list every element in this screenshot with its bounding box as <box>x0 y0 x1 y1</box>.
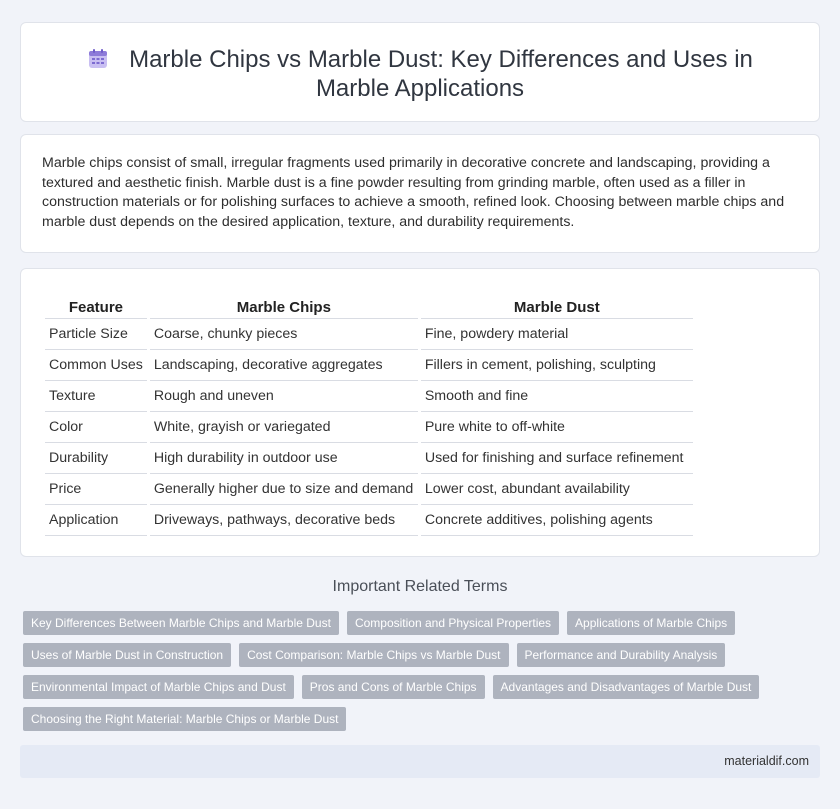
cell-dust: Used for finishing and surface refinement <box>421 443 693 474</box>
comparison-table <box>42 295 696 536</box>
table-row <box>45 505 693 536</box>
related-term-tag[interactable]: Performance and Durability Analysis <box>517 643 726 667</box>
cell-dust: Fine, powdery material <box>421 319 693 350</box>
related-term-tag[interactable]: Choosing the Right Material: Marble Chips or Marble Dust <box>23 707 346 731</box>
header-feature: Feature <box>45 295 147 319</box>
table-row <box>45 381 693 412</box>
cell-dust: Fillers in cement, polishing, sculpting <box>421 350 693 381</box>
cell-dust: Smooth and fine <box>421 381 693 412</box>
cell-dust: Pure white to off-white <box>421 412 693 443</box>
table-row <box>45 350 693 381</box>
table-row <box>45 443 693 474</box>
table-row <box>45 319 693 350</box>
related-term-tag[interactable]: Advantages and Disadvantages of Marble Dust <box>493 675 760 699</box>
header-marble-chips: Marble Chips <box>150 295 418 319</box>
cell-chips: Rough and uneven <box>150 381 418 412</box>
table-header-row <box>45 295 693 319</box>
related-term-tag[interactable]: Applications of Marble Chips <box>567 611 735 635</box>
cell-feature: Application <box>45 505 147 536</box>
cell-chips: Generally higher due to size and demand <box>150 474 418 505</box>
cell-chips: Landscaping, decorative aggregates <box>150 350 418 381</box>
intro-paragraph: Marble chips consist of small, irregular fragments used primarily in decorative concrete and landscaping, providing a textured and aesthetic finish. Marble dust is a fine powder resulting from grinding marble, often used as a filler in construction materials or for polishing surfaces to achieve a smooth, refined look. Choosing between marble chips and marble dust depends on the desired application, texture, and durability requirements. <box>42 155 785 230</box>
related-term-tag[interactable]: Uses of Marble Dust in Construction <box>23 643 231 667</box>
comparison-card <box>20 268 820 557</box>
related-term-tag[interactable]: Cost Comparison: Marble Chips vs Marble Dust <box>239 643 508 667</box>
cell-feature: Particle Size <box>45 319 147 350</box>
footer-bar <box>20 745 820 778</box>
cell-feature: Price <box>45 474 147 505</box>
related-term-tag[interactable]: Key Differences Between Marble Chips and Marble Dust <box>23 611 339 635</box>
title-card <box>20 22 820 122</box>
cell-chips: Coarse, chunky pieces <box>150 319 418 350</box>
cell-chips: Driveways, pathways, decorative beds <box>150 505 418 536</box>
page-title-wrap <box>21 45 819 103</box>
header-marble-dust: Marble Dust <box>421 295 693 319</box>
cell-dust: Lower cost, abundant availability <box>421 474 693 505</box>
related-terms-heading: Important Related Terms <box>332 578 508 595</box>
related-terms-list <box>23 611 783 731</box>
related-term-tag[interactable]: Pros and Cons of Marble Chips <box>302 675 485 699</box>
footer-site-link[interactable]: materialdif.com <box>724 754 809 768</box>
calendar-icon <box>87 48 109 70</box>
intro-card <box>20 134 820 253</box>
table-row <box>45 474 693 505</box>
table-row <box>45 412 693 443</box>
related-term-tag[interactable]: Environmental Impact of Marble Chips and Dust <box>23 675 294 699</box>
cell-feature: Common Uses <box>45 350 147 381</box>
page-title: Marble Chips vs Marble Dust: Key Differences and Uses in Marble Applications <box>129 46 753 102</box>
cell-dust: Concrete additives, polishing agents <box>421 505 693 536</box>
cell-chips: White, grayish or variegated <box>150 412 418 443</box>
cell-feature: Texture <box>45 381 147 412</box>
cell-chips: High durability in outdoor use <box>150 443 418 474</box>
cell-feature: Durability <box>45 443 147 474</box>
related-term-tag[interactable]: Composition and Physical Properties <box>347 611 559 635</box>
cell-feature: Color <box>45 412 147 443</box>
